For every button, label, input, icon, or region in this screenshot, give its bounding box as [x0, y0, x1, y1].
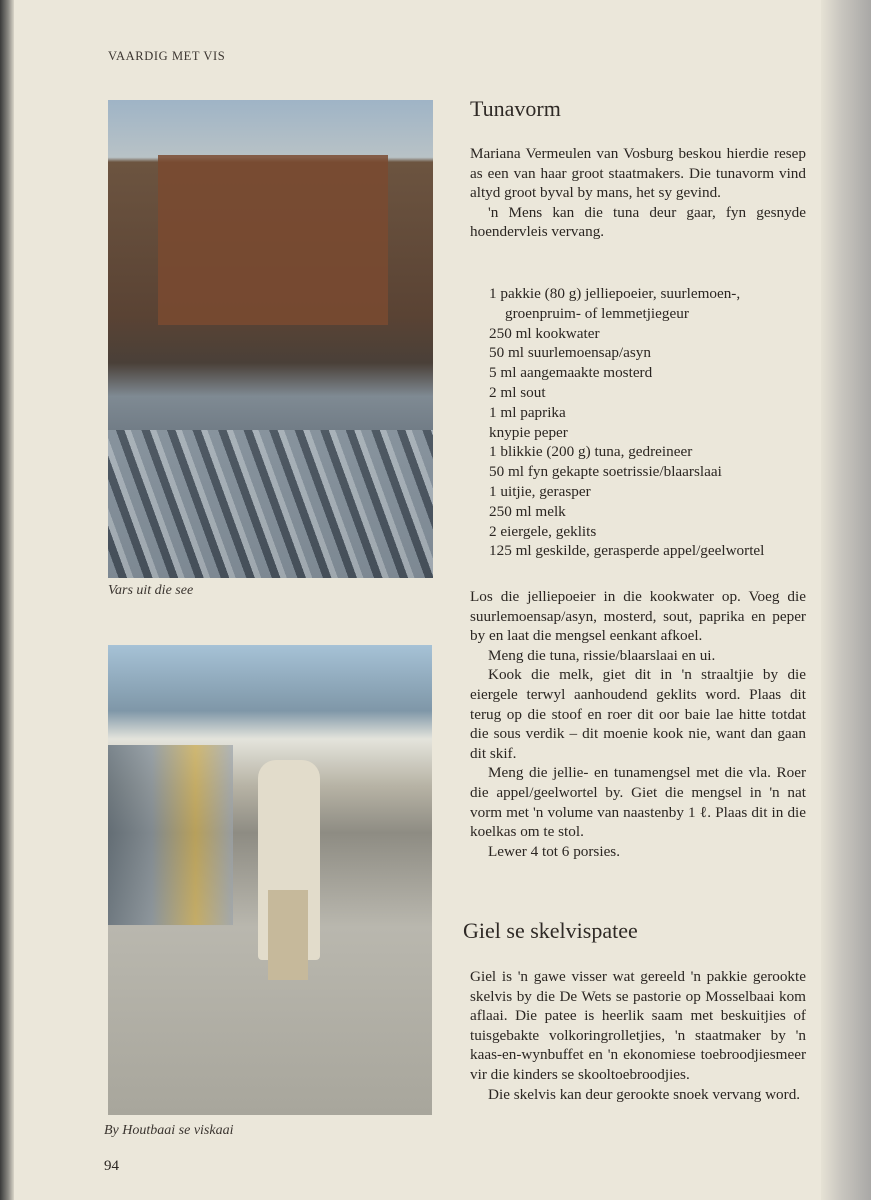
photo-caption: By Houtbaai se viskaai: [104, 1123, 234, 1138]
ingredient: 50 ml fyn gekapte soetrissie/blaarslaai: [489, 463, 722, 481]
paragraph: Die skelvis kan deur gerookte snoek vervang word.: [488, 1085, 801, 1103]
paragraph: Lewer 4 tot 6 porsies.: [488, 842, 621, 860]
paragraph: 'n Mens kan die tuna deur gaar, fyn gesnyde hoendervleis vervang.: [470, 203, 806, 241]
crowd: [108, 745, 233, 925]
page-number: 94: [104, 1158, 119, 1174]
photo-harbour: [108, 645, 432, 1115]
ingredient: 2 eiergele, geklits: [489, 522, 597, 540]
ingredient: 1 uitjie, gerasper: [489, 482, 591, 500]
fisherman-legs: [268, 890, 308, 980]
ingredient: 2 ml sout: [489, 383, 546, 401]
recipe-title: Giel se skelvispatee: [463, 918, 638, 943]
ingredient: 250 ml melk: [489, 502, 566, 520]
ingredient-list: [489, 284, 819, 561]
ingredient: 1 pakkie (80 g) jelliepoeier, suurlemoen-, groenpruim- of lemmetjiegeur: [489, 285, 741, 322]
paragraph: Meng die tuna, rissie/blaarslaai en ui.: [488, 646, 716, 664]
recipe-title: Tunavorm: [470, 96, 561, 121]
recipe-intro: [470, 144, 806, 242]
ingredient: 50 ml suurlemoensap/asyn: [489, 344, 651, 362]
ingredient: knypie peper: [489, 423, 568, 441]
paragraph: Los die jelliepoeier in die kookwater op. Voeg die suurlemoensap/asyn, mosterd, sout, paprika en peper by en laat die mengsel eenkant afkoel.: [470, 588, 806, 645]
paragraph: Meng die jellie- en tunamengsel met die vla. Roer die appel/geelwortel by. Giet die mengsel in 'n nat vorm met 'n volume van naastenby 1 ℓ. Plaas dit in die koelkas om te stol.: [470, 764, 806, 841]
photo-fish-catch: [108, 100, 433, 578]
recipe-intro: [470, 967, 806, 1104]
paragraph: Giel is 'n gawe visser wat gereeld 'n pakkie gerookte skelvis by die De Wets se pastorie op Mosselbaai kom aflaai. Die patee is heerlik saam met beskuitjies of tuisgebakte volkoringrolletjies, 'n staatmaker by 'n kaas-en-wynbuffet en 'n ekonomiese toebroodjiesmeer vir die kinders se skooltoebroodjies.: [470, 968, 806, 1083]
facing-page-edge: [821, 0, 871, 1200]
photo-caption: Vars uit die see: [108, 583, 194, 598]
ingredient: 250 ml kookwater: [489, 324, 600, 342]
running-head: VAARDIG MET VIS: [108, 49, 226, 63]
ingredient: 125 ml geskilde, gerasperde appel/geelwortel: [489, 542, 765, 560]
ingredient: 5 ml aangemaakte mosterd: [489, 364, 653, 382]
ingredient: 1 blikkie (200 g) tuna, gedreineer: [489, 443, 693, 461]
ingredient: 1 ml paprika: [489, 403, 566, 421]
paragraph: Kook die melk, giet dit in 'n straaltjie by die eiergele terwyl aanhoudend geklits word. Plaas dit terug op die stoof en roer dit oor baie lae hitte totdat die sous verdik – dit moenie kook nie, want dan gaan dit skif.: [470, 666, 806, 762]
page-binding-edge: [0, 0, 14, 1200]
recipe-method: [470, 587, 806, 861]
boat-cabin: [158, 155, 388, 325]
fish-pile: [108, 430, 433, 578]
paragraph: Mariana Vermeulen van Vosburg beskou hierdie resep as een van haar groot staatmakers. Die tunavorm vind altyd groot byval by mans, het sy gevind.: [470, 145, 806, 202]
